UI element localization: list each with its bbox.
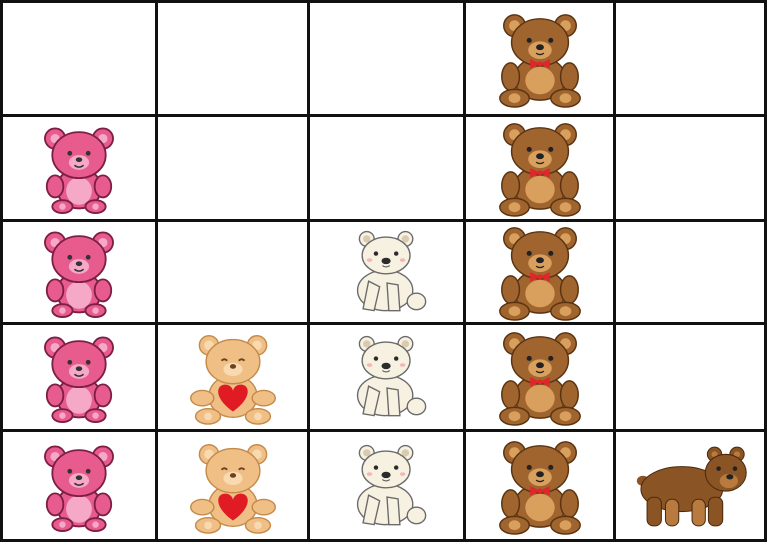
grid-cell (0, 432, 158, 542)
grid-cell (0, 117, 158, 222)
pink-teddy-bear-icon (31, 226, 127, 318)
grid-cell (158, 432, 310, 542)
grid-cell (466, 0, 616, 117)
white-polar-bear-icon (339, 440, 435, 532)
grid-cell (158, 117, 310, 222)
white-polar-bear-icon (339, 331, 435, 423)
pink-teddy-bear-icon (31, 440, 127, 532)
brown-teddy-bear-with-bowtie-icon (487, 10, 593, 108)
grid-cell (616, 0, 767, 117)
grid-cell (310, 432, 466, 542)
grid-cell (466, 222, 616, 325)
grid-cell (158, 0, 310, 117)
grid-cell (310, 222, 466, 325)
tan-teddy-bear-with-heart-icon (181, 438, 285, 534)
grid-cell (616, 432, 767, 542)
white-polar-bear-icon (339, 226, 435, 318)
grid-cell (616, 117, 767, 222)
pink-teddy-bear-icon (31, 122, 127, 214)
grid-cell (466, 325, 616, 432)
grid-cell (310, 0, 466, 117)
grid-cell (310, 117, 466, 222)
grid-cell (0, 222, 158, 325)
brown-teddy-bear-with-bowtie-icon (487, 437, 593, 535)
grid-cell (158, 222, 310, 325)
grid-cell (616, 325, 767, 432)
grid-cell (466, 432, 616, 542)
grid-cell (0, 325, 158, 432)
tan-teddy-bear-with-heart-icon (181, 329, 285, 425)
brown-teddy-bear-with-bowtie-icon (487, 223, 593, 321)
standing-brown-bear-icon (626, 440, 754, 532)
brown-teddy-bear-with-bowtie-icon (487, 119, 593, 217)
brown-teddy-bear-with-bowtie-icon (487, 328, 593, 426)
grid-cell (466, 117, 616, 222)
pink-teddy-bear-icon (31, 331, 127, 423)
grid-cell (158, 325, 310, 432)
grid-cell (0, 0, 158, 117)
grid-cell (616, 222, 767, 325)
grid-cell (310, 325, 466, 432)
